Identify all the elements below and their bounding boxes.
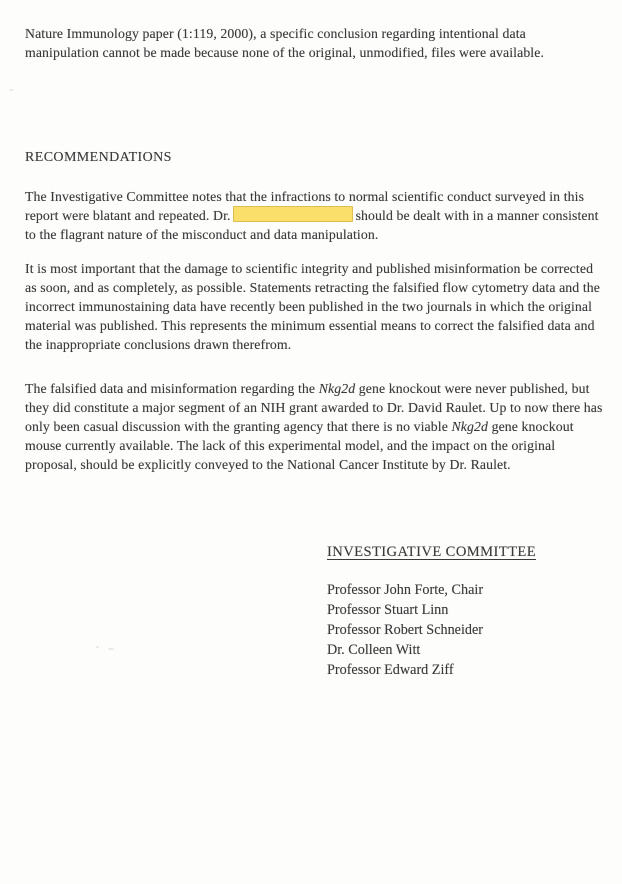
intro-paragraph: Nature Immunology paper (1:119, 2000), a specific conclusion regarding intentional data manipulation cannot be made because none of the original, unmodified, files were available. bbox=[25, 26, 545, 60]
committee-member: Professor Edward Ziff bbox=[327, 662, 454, 678]
committee-member: Professor Stuart Linn bbox=[327, 602, 449, 618]
recommendations-paragraph-1 bbox=[25, 187, 603, 244]
paragraph-text: The falsified data and misinformation regarding the bbox=[25, 381, 319, 396]
paragraph-text: gene knockout were never published, but they did constitute a major segment of an NIH grant awarded to Dr. David Raulet. Up to now there has only been casual discussion with the granting agency that there is no viable bbox=[25, 381, 603, 434]
paragraph-text-before-redaction: The Investigative Committee notes that the infractions to normal scientific conduct surveyed in this report were blatant and repeated. Dr. bbox=[25, 189, 585, 223]
paragraph-text: gene knockout mouse currently available. The lack of this experimental model, and the impact on the original proposal, should be explicitly conveyed to the National Cancer Institute by Dr. Raulet. bbox=[25, 419, 574, 472]
scan-artifact bbox=[9, 89, 14, 91]
gene-name-italic: Nkg2d bbox=[318, 381, 356, 396]
scan-artifact bbox=[96, 646, 99, 648]
recommendations-heading: RECOMMENDATIONS bbox=[25, 150, 172, 165]
gene-name-italic: Nkg2d bbox=[451, 419, 489, 434]
recommendations-paragraph-3 bbox=[25, 379, 603, 474]
scan-artifact bbox=[108, 648, 114, 650]
committee-members-list bbox=[327, 580, 483, 680]
paragraph-text-after-redaction: should be dealt with in a manner consistent to the flagrant nature of the misconduct and data manipulation. bbox=[25, 208, 599, 242]
redacted-name-highlight bbox=[233, 206, 353, 222]
scan-artifact bbox=[121, 236, 124, 238]
committee-member: Dr. Colleen Witt bbox=[327, 642, 421, 658]
committee-member: Professor Robert Schneider bbox=[327, 622, 484, 638]
recommendations-paragraph-2: It is most important that the damage to scientific integrity and published misinformation be corrected as soon, and as completely, as possible. Statements retracting the falsified flow cytometry data and the incorrect immunostaining data have recently been published in the two journals in which the original material was published. This represents the minimum essential means to correct the falsified data and the inappropriate conclusions drawn therefrom. bbox=[25, 261, 601, 352]
committee-member: Professor John Forte, Chair bbox=[327, 582, 484, 598]
investigative-committee-heading: INVESTIGATIVE COMMITTEE bbox=[327, 544, 537, 560]
